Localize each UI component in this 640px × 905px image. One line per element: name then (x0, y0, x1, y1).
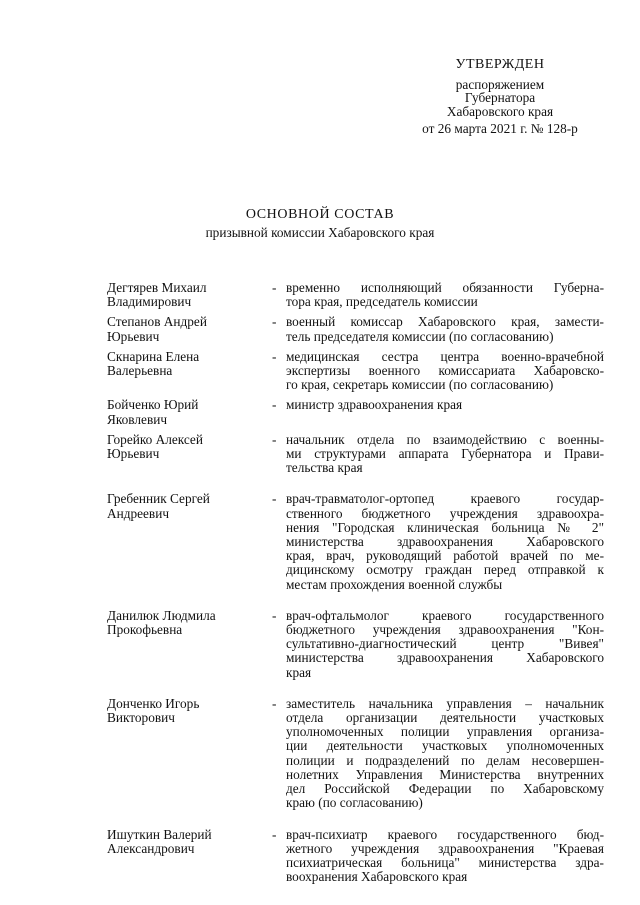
members-list (107, 281, 604, 890)
member-dash: - (272, 348, 277, 364)
member-dash: - (272, 397, 277, 413)
member-role-line: тора края, председатель комиссии (286, 294, 478, 310)
member-role (284, 697, 604, 811)
member-role (284, 609, 604, 680)
member-name-line: Александрович (107, 840, 195, 856)
member-name-line: Юрьевич (107, 446, 160, 462)
member-role-line: дел Российской Федерации по Хабаровскому (286, 781, 604, 797)
document-title: ОСНОВНОЙ СОСТАВ (245, 207, 395, 222)
member-role-line: министерства здравоохранения Хабаровского (286, 534, 604, 550)
member-name-line: Скнарина Елена (107, 348, 200, 364)
member-name (107, 609, 272, 680)
member-role (284, 398, 604, 426)
member-role-line: заместитель начальника управления – начальник (286, 695, 604, 711)
approval-stamp (400, 58, 600, 136)
member-name-line: Андреевич (107, 505, 170, 521)
member-dash: - (272, 314, 277, 330)
member-role-line: бюджетного учреждения здравоохранения "Кон- (286, 622, 604, 638)
member-name (107, 697, 272, 811)
member-role-line: краю (по согласованию) (286, 795, 423, 811)
approval-title: УТВЕРЖДЕН (455, 57, 545, 72)
member-name (107, 350, 272, 393)
member-role-line: воохранения Хабаровского края (286, 869, 468, 885)
member-name-line: Гребенник Сергей (107, 491, 210, 507)
member-name (107, 492, 272, 591)
member-dash: - (272, 280, 277, 295)
member-dash: - (272, 491, 277, 507)
member-name (107, 828, 272, 885)
member-row (107, 828, 604, 885)
member-role (284, 350, 604, 393)
member-role-line: ми структурами аппарата Губернатора и Прави- (286, 446, 604, 462)
member-name-line: Степанов Андрей (107, 314, 207, 330)
document-subtitle: призывной комиссии Хабаровского края (205, 225, 435, 241)
member-role-line: дицинскому осмотру граждан перед отправкой к (286, 562, 604, 578)
member-name-line: Бойченко Юрий (107, 397, 199, 413)
member-name-line: Ишуткин Валерий (107, 826, 212, 842)
member-role-line: врач-психиатр краевого государственного бюд- (286, 826, 604, 842)
member-name-line: Яковлевич (107, 411, 168, 427)
member-role-line: ции деятельности участковых уполномоченных (286, 738, 604, 754)
member-role-line: тель председателя комиссии (по согласованию) (286, 328, 554, 344)
member-name (107, 315, 272, 343)
member-row (107, 433, 604, 476)
member-name-line: Данилюк Людмила (107, 607, 216, 623)
member-role-line: ственного бюджетного учреждения здравоохра- (286, 505, 604, 521)
member-role (284, 828, 604, 885)
member-role-line: врач-офтальмолог краевого государственного (286, 607, 604, 623)
member-role-line: экспертизы военного комиссариата Хабаровско- (286, 363, 604, 379)
approval-date: от 26 марта 2021 г. № 128-р (422, 121, 578, 137)
member-role-line: края, врач, руководящий работой врачей по ме- (286, 548, 604, 564)
member-role-line: сультативно-диагностический центр "Вивея" (286, 636, 604, 652)
member-row (107, 350, 604, 393)
member-role-line: нения "Городская клиническая больница № 2" (286, 519, 604, 535)
member-row (107, 609, 604, 680)
member-row (107, 315, 604, 343)
member-role-line: врач-травматолог-ортопед краевого государ- (286, 491, 604, 507)
member-role-line: края (286, 664, 312, 680)
approval-line: распоряжением (455, 76, 545, 92)
member-name-line: Дегтярев Михаил (107, 280, 207, 295)
member-row (107, 697, 604, 811)
member-role-line: местам прохождения военной службы (286, 576, 503, 592)
member-name-line: Валерьевна (107, 363, 173, 379)
member-role-line: военный комиссар Хабаровского края, замести- (286, 314, 604, 330)
member-name (107, 281, 272, 309)
member-role-line: психиатрическая больница" министерства здра- (286, 854, 604, 870)
member-role (284, 281, 604, 309)
member-name-line: Юрьевич (107, 328, 160, 344)
member-name (107, 398, 272, 426)
member-role (284, 315, 604, 343)
member-role (284, 492, 604, 591)
approval-line: Губернатора (464, 90, 536, 106)
member-role-line: го края, секретарь комиссии (по согласованию) (286, 377, 554, 393)
member-name-line: Горейко Алексей (107, 431, 203, 447)
member-role-line: тельства края (286, 460, 363, 476)
member-dash: - (272, 607, 277, 623)
member-role-line: отдела организации деятельности участковых (286, 710, 604, 726)
member-row (107, 398, 604, 426)
document-heading (200, 208, 440, 240)
member-name-line: Владимирович (107, 294, 192, 310)
member-role-line: полиции и подразделений по делам несовершен- (286, 752, 604, 768)
member-name (107, 433, 272, 476)
member-dash: - (272, 695, 277, 711)
member-dash: - (272, 431, 277, 447)
member-row (107, 492, 604, 591)
member-role-line: временно исполняющий обязанности Губерна- (286, 280, 604, 295)
member-role-line: министерства здравоохранения Хабаровского (286, 650, 604, 666)
approval-line: Хабаровского края (446, 103, 554, 119)
member-role-line: уполномоченных полиции управления организа- (286, 724, 604, 740)
member-role-line: нолетних Управления Министерства внутренних (286, 766, 604, 782)
member-name-line: Донченко Игорь (107, 695, 200, 711)
member-role-line: министр здравоохранения края (286, 397, 463, 413)
member-role (284, 433, 604, 476)
member-role-line: жетного учреждения здравоохранения "Краевая (286, 840, 604, 856)
member-role-line: медицинская сестра центра военно-врачебной (286, 348, 604, 364)
member-dash: - (272, 826, 277, 842)
member-row (107, 281, 604, 309)
member-name-line: Прокофьевна (107, 622, 183, 638)
member-role-line: начальник отдела по взаимодействию с военны- (286, 431, 604, 447)
member-name-line: Викторович (107, 710, 175, 726)
